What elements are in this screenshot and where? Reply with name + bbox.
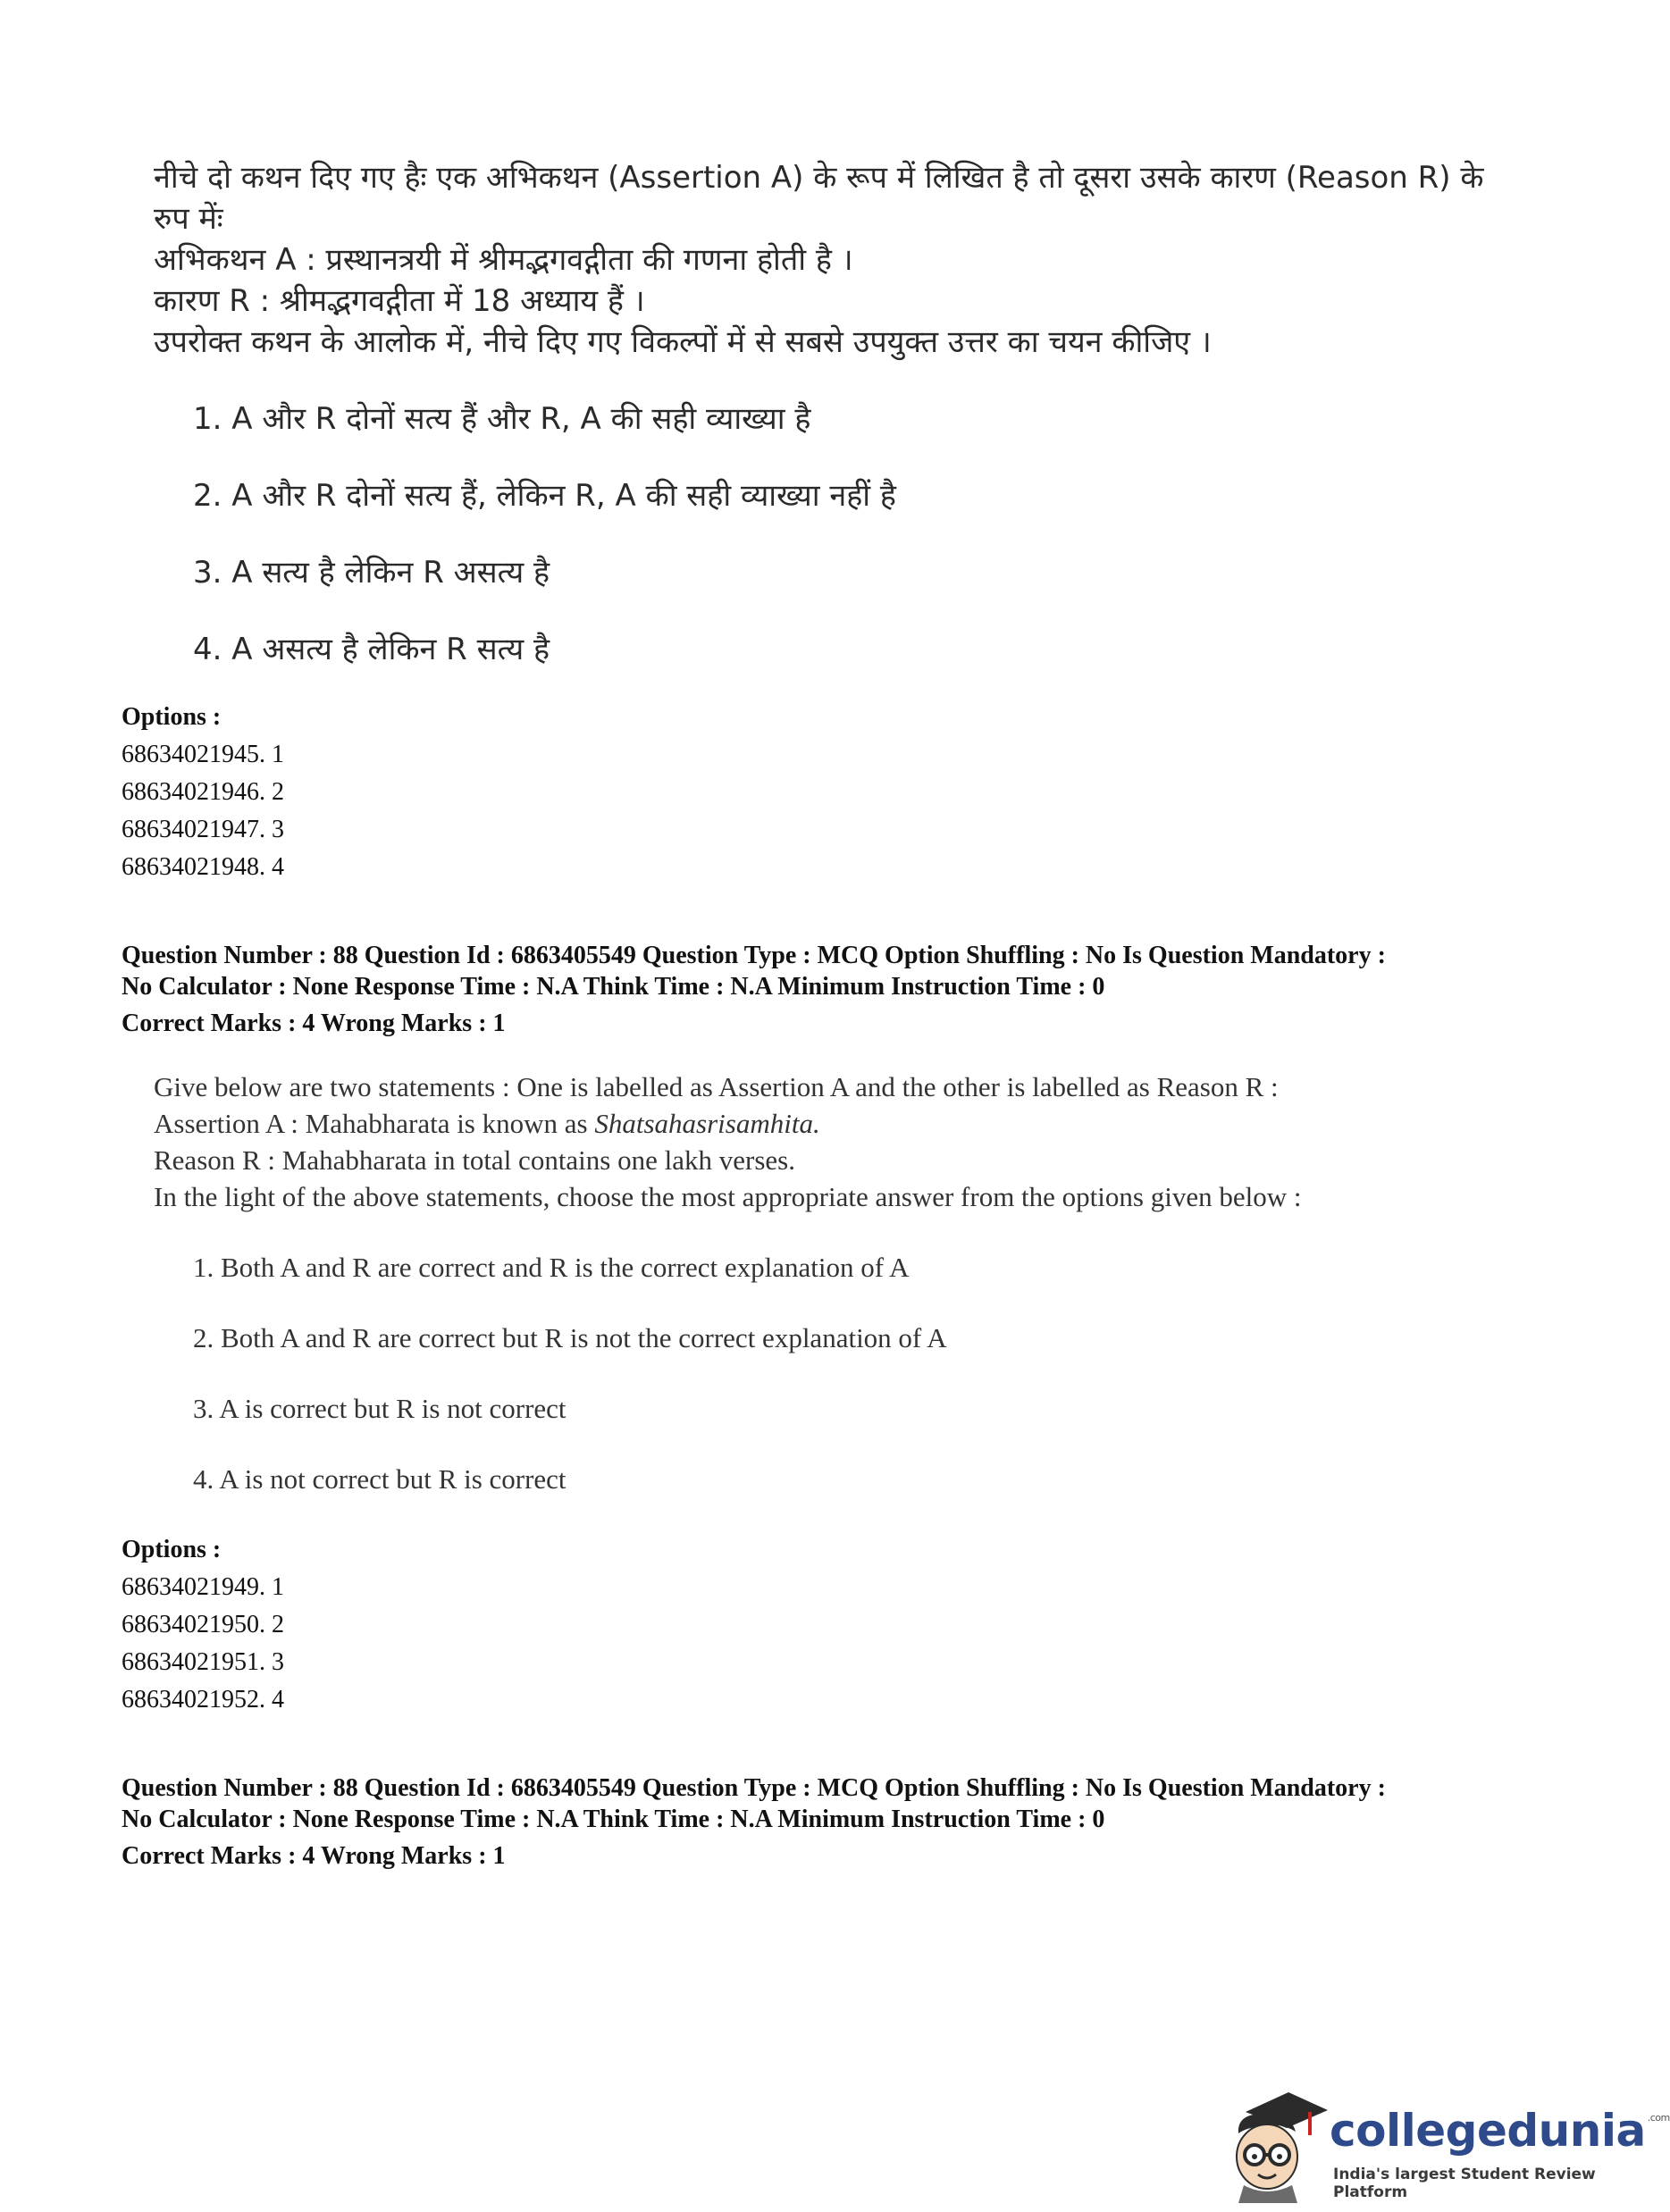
option-item: 68634021947. 3 bbox=[122, 816, 284, 843]
choice-3: 3. A सत्य है लेकिन R असत्य है bbox=[193, 555, 550, 591]
meta-line: No Calculator : None Response Time : N.A Think Time : N.A Minimum Instruction Time : 0 bbox=[122, 973, 1105, 1001]
option-item: 68634021949. 1 bbox=[122, 1573, 284, 1601]
options-list bbox=[122, 699, 284, 886]
option-item: 68634021945. 1 bbox=[122, 741, 284, 768]
collegedunia-logo bbox=[1219, 2087, 1670, 2203]
reason-text: कारण R : श्रीमद्भगवद्गीता में 18 अध्याय हैं । bbox=[154, 283, 645, 319]
logo-brand-text: collegedunia bbox=[1330, 2105, 1646, 2157]
choice-1: 1. A और R दोनों सत्य हैं और R, A की सही व्याख्या है bbox=[193, 401, 811, 437]
options-heading: Options : bbox=[122, 703, 222, 731]
assertion-italic: Shatsahasrisamhita. bbox=[594, 1108, 820, 1139]
question-english bbox=[154, 1068, 1301, 1497]
meta-line: No Calculator : None Response Time : N.A Think Time : N.A Minimum Instruction Time : 0 bbox=[122, 1806, 1105, 1833]
choice-3: 3. A is correct but R is not correct bbox=[193, 1393, 566, 1424]
question-intro-line1: नीचे दो कथन दिए गए हैः एक अभिकथन (Assertion A) के रूप में लिखित है तो दूसरा उसके कारण (Reason R) के bbox=[154, 160, 1484, 196]
student-mascot-icon bbox=[1219, 2087, 1331, 2203]
meta-line: Question Number : 88 Question Id : 6863405549 Question Type : MCQ Option Shuffling : No Is Question Mandatory : bbox=[122, 942, 1386, 969]
choice-4: 4. A is not correct but R is correct bbox=[193, 1463, 566, 1495]
instruction-text: उपरोक्त कथन के आलोक में, नीचे दिए गए विकल्पों में से सबसे उपयुक्त उत्तर का चयन कीजिए । bbox=[154, 324, 1212, 360]
instruction-text: In the light of the above statements, choose the most appropriate answer from the options given below : bbox=[154, 1181, 1302, 1212]
question-meta bbox=[122, 1772, 1569, 1872]
choice-2: 2. A और R दोनों सत्य हैं, लेकिन R, A की सही व्याख्या नहीं है bbox=[193, 478, 896, 514]
question-hindi bbox=[154, 157, 1483, 670]
meta-line: Question Number : 88 Question Id : 6863405549 Question Type : MCQ Option Shuffling : No Is Question Mandatory : bbox=[122, 1774, 1386, 1802]
option-item: 68634021951. 3 bbox=[122, 1648, 284, 1676]
marks-line: Correct Marks : 4 Wrong Marks : 1 bbox=[122, 1842, 506, 1870]
assertion-text bbox=[154, 1105, 1301, 1142]
logo-tagline: India's largest Student Review Platform bbox=[1333, 2166, 1596, 2201]
question-intro: Give below are two statements : One is labelled as Assertion A and the other is labelled as Reason R : bbox=[154, 1071, 1279, 1102]
assertion-text: अभिकथन A : प्रस्थानत्रयी में श्रीमद्भगवद्गीता की गणना होती है । bbox=[154, 242, 853, 278]
logo-dotcom: .com bbox=[1647, 2112, 1670, 2124]
assertion-prefix: Assertion A : Mahabharata is known as bbox=[154, 1108, 595, 1139]
choice-1: 1. Both A and R are correct and R is the correct explanation of A bbox=[193, 1252, 910, 1283]
question-intro-line2: रुप मेंः bbox=[154, 201, 223, 237]
options-heading: Options : bbox=[122, 1536, 222, 1563]
option-item: 68634021950. 2 bbox=[122, 1611, 284, 1638]
choice-2: 2. Both A and R are correct but R is not the correct explanation of A bbox=[193, 1322, 947, 1353]
option-item: 68634021952. 4 bbox=[122, 1686, 284, 1713]
logo-wordmark bbox=[1330, 2105, 1670, 2157]
marks-line: Correct Marks : 4 Wrong Marks : 1 bbox=[122, 1010, 506, 1037]
choice-4: 4. A असत्य है लेकिन R सत्य है bbox=[193, 632, 550, 667]
reason-text: Reason R : Mahabharata in total contains one lakh verses. bbox=[154, 1144, 795, 1176]
option-item: 68634021948. 4 bbox=[122, 853, 284, 881]
option-item: 68634021946. 2 bbox=[122, 778, 284, 806]
options-list bbox=[122, 1531, 284, 1719]
question-meta bbox=[122, 940, 1569, 1039]
